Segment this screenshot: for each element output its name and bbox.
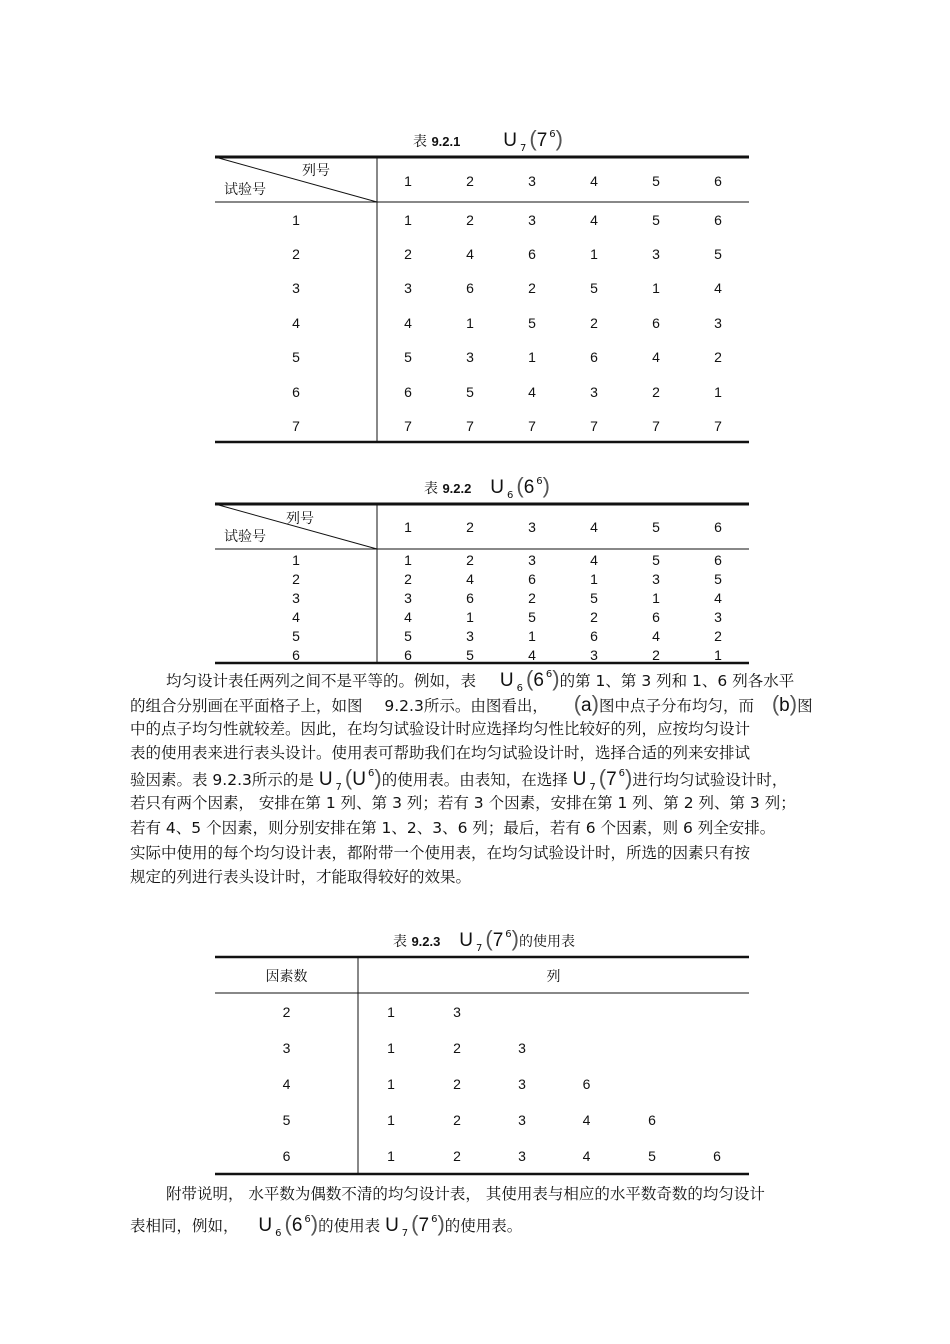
col-header: 3 [528,519,536,535]
table-row: 2 2 4 6 1 3 5 [292,246,722,262]
paragraph-line: 的组合分别画在平面格子上，如图 9.2.3所示。由图看出， (a)图中点子分布均匀，而 (b)图 [130,690,813,716]
col-header: 6 [714,519,722,535]
paragraph-line: 规定的列进行表头设计时，才能取得较好的效果。 [130,868,472,887]
col-header: 2 [466,519,474,535]
table-row: 6 6 5 4 3 2 1 [292,383,722,400]
table-caption-9-2-2: 表 9.2.2 U $_6$ (6 $^6$) [424,473,550,501]
table-row: 6 1 2 3 4 5 6 [282,1148,721,1164]
col-header: 6 [714,173,722,189]
paragraph-line: 中的点子均匀性就较差。因此，在均匀试验设计时应选择均匀性比较好的列，应按均匀设计 [130,719,751,738]
col-header: 2 [466,173,474,189]
paragraph-line: 实际中使用的每个均匀设计表，都附带一个使用表，在均匀试验设计时，所选的因素只有按 [130,843,751,862]
paragraph-line: 验因素。表 9.2.3所示的是 U $_7$ (U $^6$)的使用表。由表知，在选择 U $_7$ (7 $^6$)进行均匀试验设计时， [130,765,788,794]
paragraph-line: 表相同，例如， U $_6$ (6 $^6$)的使用表 U $_7$ (7 $^6$)的使用表。 [130,1210,523,1239]
paragraph-line: 表的使用表来进行表头设计。使用表可帮助我们在均匀试验设计时，选择合适的列来安排试 [130,744,751,763]
table-caption-9-2-3: 表 9.2.3 U $_7$ (7 $^6$)的使用表 [393,926,575,954]
table-row: 5 1 2 3 4 6 [282,1112,656,1128]
paragraph-line: 均匀设计表任两列之间不是平等的。例如，表 U $_6$ (6 $^6$)的第 1、第 3 列和 1、6 列各水平 [166,666,795,694]
body-paragraph-2 [130,1182,850,1237]
table-row: 5 5 3 1 6 4 2 [292,627,722,644]
paragraph-line: 若有 4、5 个因素，则分别安排在第 1、2、3、6 列；最后，若有 6 个因素，则 6 列全安排。 [130,818,776,837]
table-row: 4 4 1 5 2 6 3 [292,608,722,625]
table-row: 1 1 2 3 4 5 6 [292,211,722,228]
col-header: 3 [528,173,536,189]
table-row: 1 1 2 3 4 5 6 [292,551,722,568]
col-header: 5 [652,173,660,189]
table-row: 3 3 6 2 5 1 4 [292,589,722,606]
table-row: 3 3 6 2 5 1 4 [292,280,722,296]
col-header: 1 [404,173,412,189]
table-row: 2 2 4 6 1 3 5 [292,570,722,587]
col-header: 4 [590,173,598,189]
paragraph-line: 附带说明， 水平数为偶数不清的均匀设计表， 其使用表与相应的水平数奇数的均匀设计 [166,1185,765,1203]
table-row: 4 1 2 3 6 [282,1076,591,1092]
table-row: 5 5 3 1 6 4 2 [292,349,722,365]
table-row: 4 4 1 5 2 6 3 [292,314,722,331]
table-caption-9-2-1: 表 9.2.1 U $_7$ (7 $^6$) [413,126,563,154]
corner-row-label: 试验号 [224,182,266,198]
col-header: 4 [590,519,598,535]
corner-col-label: 列号 [286,511,314,527]
table-row: 2 1 3 [282,1004,461,1020]
header-factors: 因素数 [265,969,308,985]
col-header: 5 [652,519,660,535]
corner-row-label: 试验号 [224,529,266,545]
corner-col-label: 列号 [302,163,330,179]
col-header: 1 [404,519,412,535]
table-row: 6 6 5 4 3 2 1 [292,646,722,663]
table-9-2-3-body [215,994,749,1174]
paragraph-line: 若只有两个因素， 安排在第 1 列、第 3 列；若有 3 个因素，安排在第 1 列、第 2 列、第 3 列； [130,793,796,812]
header-columns: 列 [546,969,561,985]
table-row: 3 1 2 3 [282,1040,526,1056]
table-row: 7 7 7 7 7 7 7 [292,417,722,434]
